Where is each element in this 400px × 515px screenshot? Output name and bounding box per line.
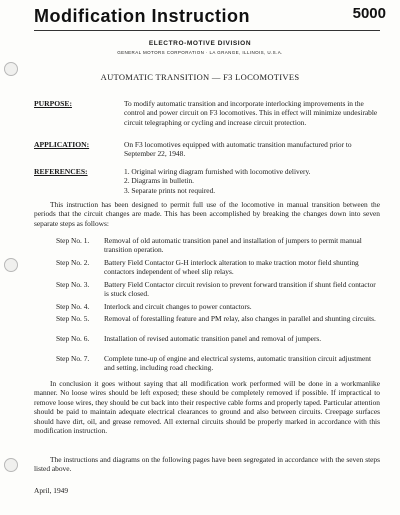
division-name: ELECTRO-MOTIVE DIVISION	[148, 40, 252, 47]
step-text: Installation of revised automatic transition panel and removal of jumpers.	[104, 334, 322, 343]
references-label: REFERENCES:	[34, 167, 88, 176]
step-text: Complete tune-up of engine and electrical systems, automatic transition circuit adjustment and setting, including road checking.	[104, 354, 372, 373]
step-text: Removal of forestalling feature and PM relay, also changes in parallel and shunting circuits.	[104, 314, 376, 323]
step-text: Battery Field Contactor G-H interlock alteration to make traction motor field shunting contactors independent of wheel slip relays.	[104, 258, 359, 277]
binder-hole	[4, 458, 18, 472]
document-number: 5000	[352, 5, 386, 22]
references-list	[124, 167, 380, 195]
step-label: Step No. 7.	[56, 354, 90, 363]
purpose-label: PURPOSE:	[34, 99, 72, 108]
step-text: Battery Field Contactor circuit revision to prevent forward transition if shunt field contactor is stuck closed.	[104, 280, 376, 299]
step-text: Removal of old automatic transition panel and installation of jumpers to permit manual transition operation.	[104, 236, 362, 255]
reference-item: 3. Separate prints not required.	[124, 185, 216, 195]
reference-item: 1. Original wiring diagram furnished with locomotive delivery.	[124, 167, 311, 176]
step-label: Step No. 2.	[56, 258, 90, 267]
subject-line: AUTOMATIC TRANSITION — F3 LOCOMOTIVES	[100, 72, 300, 82]
intro-paragraph: This instruction has been designed to permit full use of the locomotive in manual transition between the periods that the circuit changes are made. This has been accomplished by breaking the changes down into seven separate steps as follows:	[34, 200, 380, 228]
header-rule	[34, 30, 380, 31]
step-label: Step No. 4.	[56, 302, 90, 311]
conclusion-paragraph: In conclusion it goes without saying that all modification work performed will be done in a workmanlike manner. No loose wires should be left exposed; these should be completely removed if possible. If impractical to remove loose wires, they should be cut back into their respective cable forms and properly taped. Particular attention should be paid to maintain adequate electrical clearances to ground and also between circuits. Creepage surfaces should have dirt, oil, and grease removed. All external circuits should be properly marked in accordance with this modification instruction.	[34, 379, 380, 436]
application-label: APPLICATION:	[34, 140, 90, 149]
reference-item: 2. Diagrams in bulletin.	[124, 176, 194, 186]
corporation-name: GENERAL MOTORS CORPORATION · LA GRANGE, ILLINOIS, U.S.A.	[117, 50, 283, 55]
application-text: On F3 locomotives equipped with automatic transition manufactured prior to September 22, 1948.	[124, 140, 352, 159]
issue-date: April, 1949	[34, 486, 69, 495]
step-label: Step No. 3.	[56, 280, 90, 289]
purpose-text: To modify automatic transition and incorporate interlocking improvements in the control and power circuit on F3 locomotives. This in effect will minimize undesirable circuit telegraphing or cycling and increase circuit protection.	[124, 99, 378, 127]
closing-paragraph: The instructions and diagrams on the following pages have been segregated in accordance with the seven steps listed above.	[34, 455, 380, 474]
step-label: Step No. 1.	[56, 236, 90, 245]
document-title: Modification Instruction	[34, 6, 250, 26]
binder-hole	[4, 258, 18, 272]
step-label: Step No. 6.	[56, 334, 90, 343]
step-text: Interlock and circuit changes to power contactors.	[104, 302, 252, 311]
step-label: Step No. 5.	[56, 314, 90, 323]
